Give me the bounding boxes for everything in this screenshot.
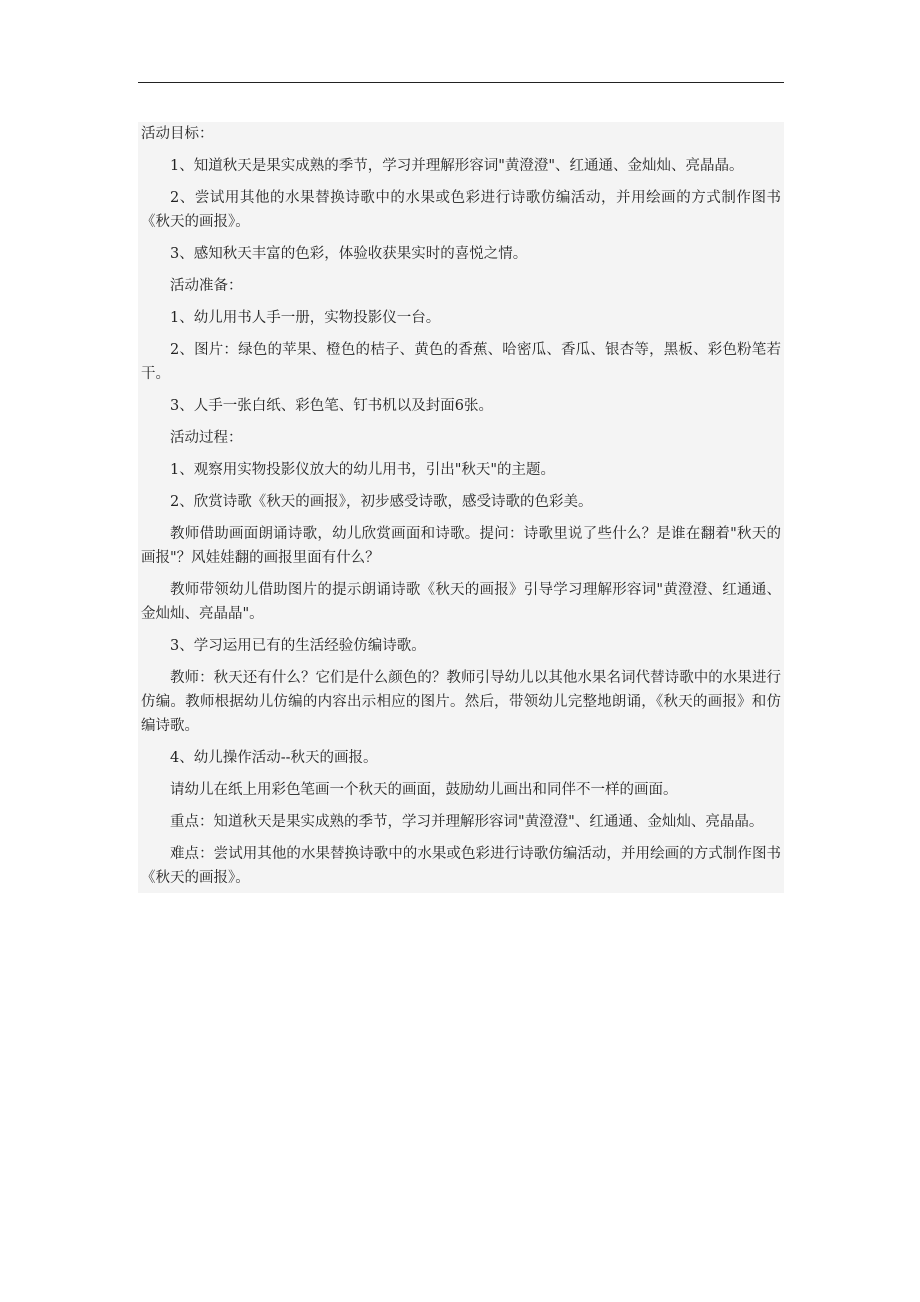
goal-1: 1、知道秋天是果实成熟的季节，学习并理解形容词"黄澄澄"、红通通、金灿灿、亮晶晶。 [170, 158, 744, 174]
process-2: 2、欣赏诗歌《秋天的画报》，初步感受诗歌，感受诗歌的色彩美。 [170, 494, 593, 510]
heading-preparation: 活动准备： [170, 278, 243, 294]
process-2-detail-a: 教师借助画面朗诵诗歌，幼儿欣赏画面和诗歌。提问：诗歌里说了些什么？是谁在翻着"秋天的画报"？风娃娃翻的画报里面有什么？ [141, 526, 781, 566]
heading-process: 活动过程： [170, 430, 243, 446]
key-point: 重点：知道秋天是果实成熟的季节，学习并理解形容词"黄澄澄"、红通通、金灿灿、亮晶晶。 [170, 814, 764, 830]
process-3-detail: 教师：秋天还有什么？它们是什么颜色的？教师引导幼儿以其他水果名词代替诗歌中的水果进行仿编。教师根据幼儿仿编的内容出示相应的图片。然后，带领幼儿完整地朗诵，《秋天的画报》和仿编诗歌。 [141, 670, 781, 734]
prep-2: 2、图片：绿色的苹果、橙色的桔子、黄色的香蕉、哈密瓜、香瓜、银杏等，黑板、彩色粉笔若干。 [141, 342, 781, 382]
process-3: 3、学习运用已有的生活经验仿编诗歌。 [170, 638, 426, 654]
process-2-detail-b: 教师带领幼儿借助图片的提示朗诵诗歌《秋天的画报》引导学习理解形容词"黄澄澄、红通通、金灿灿、亮晶晶"。 [141, 582, 781, 622]
process-4-detail: 请幼儿在纸上用彩色笔画一个秋天的画面，鼓励幼儿画出和同伴不一样的画面。 [170, 782, 678, 798]
heading-goals: 活动目标： [141, 126, 214, 142]
goal-3: 3、感知秋天丰富的色彩，体验收获果实时的喜悦之情。 [170, 246, 528, 262]
goal-2: 2、尝试用其他的水果替换诗歌中的水果或色彩进行诗歌仿编活动，并用绘画的方式制作图书《秋天的画报》。 [141, 190, 781, 230]
process-1: 1、观察用实物投影仪放大的幼儿用书，引出"秋天"的主题。 [170, 462, 556, 478]
difficult-point: 难点：尝试用其他的水果替换诗歌中的水果或色彩进行诗歌仿编活动，并用绘画的方式制作图书《秋天的画报》。 [141, 846, 781, 886]
document-body [138, 122, 784, 893]
process-4: 4、幼儿操作活动--秋天的画报。 [170, 750, 378, 766]
prep-1: 1、幼儿用书人手一册，实物投影仪一台。 [170, 310, 441, 326]
prep-3: 3、人手一张白纸、彩色笔、钉书机以及封面6张。 [170, 398, 493, 414]
header-rule [138, 82, 784, 83]
